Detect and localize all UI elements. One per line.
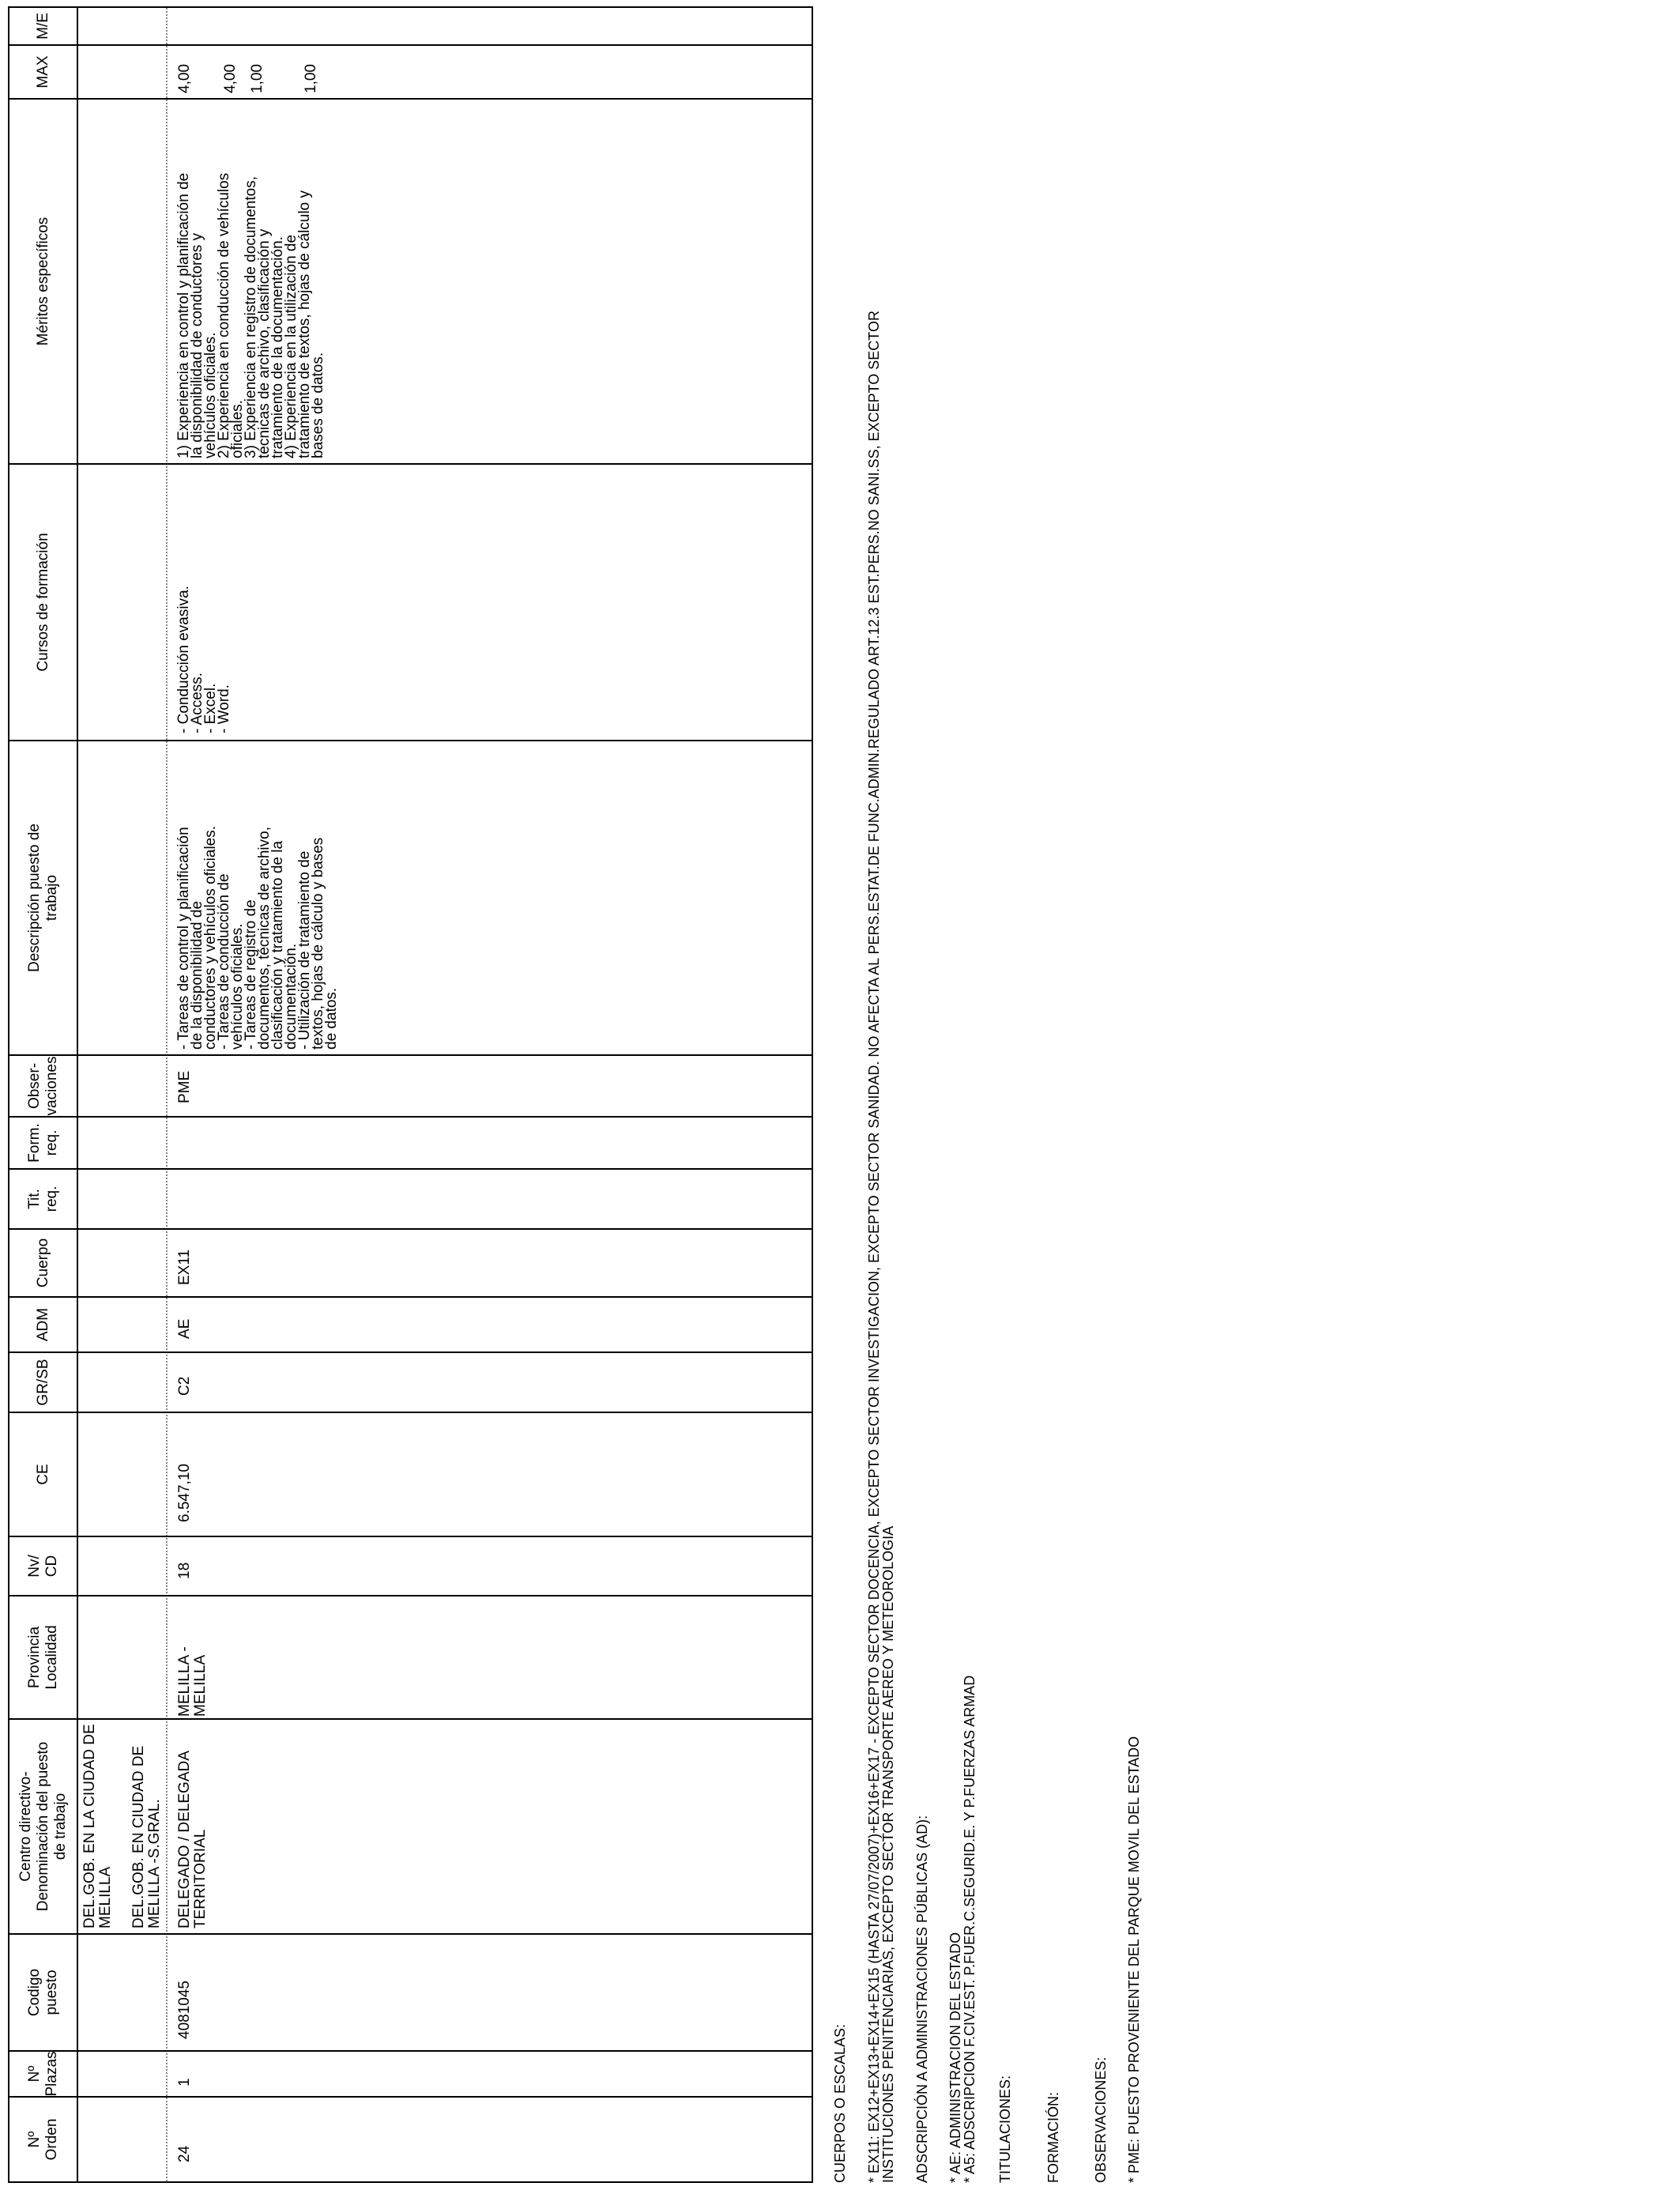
- table-border-bottom: [812, 6, 813, 2183]
- cell-nivel: 18: [176, 1562, 193, 1579]
- col-sep: [8, 1718, 813, 1720]
- cell-meritos: 1) Experiencia en control y planificación de la disponibilidad de conductores y vehículos oficiales. 2) Experiencia en conducción de vehículos oficiales. 3) Experiencia en registro de documentos, técnicas de archivo, clasificación y tratamiento de la documentación. 4) Experiencia en la utilización de tratamiento de textos, hojas de cálculo y bases de datos.: [175, 172, 326, 458]
- header-separator: [77, 6, 78, 2183]
- header-cuerpo: Cuerpo: [34, 1238, 51, 1288]
- col-sep: [8, 2096, 813, 2098]
- col-sep: [8, 2050, 813, 2052]
- notes-titulaciones-title: TITULACIONES:: [997, 2075, 1013, 2183]
- cell-max-2: 4,00: [222, 64, 239, 93]
- col-sep: [8, 1228, 813, 1230]
- cell-grsb: C2: [176, 1376, 193, 1396]
- col-sep: [8, 463, 813, 465]
- header-adm: ADM: [34, 1307, 51, 1342]
- header-provincia: Provincia Localidad: [25, 1625, 60, 1690]
- cell-max-3: 1,00: [249, 64, 266, 93]
- col-sep: [8, 1296, 813, 1298]
- notes-ex11-line1: * EX11: EX12+EX13+EX14+EX15 (HASTA 27/07/2007)+EX16+EX17 - EXCEPTO SECTOR DOCENCIA, EXCEPTO SECTOR INVESTIGACION, EXCEPTO SECTOR SANIDAD. NO AFECTA AL PERS.ESTAT.DE FUNC.ADMIN.REGULADO ART.12.3 EST.PERS.NO SANI.SS, EXCEPTO SECTOR: [866, 311, 882, 2183]
- header-tit: Tit. req.: [25, 1186, 60, 1212]
- cell-max-1: 4,00: [176, 64, 193, 93]
- header-me: M/E: [34, 13, 51, 40]
- table-border-right: [8, 6, 813, 8]
- col-sep: [8, 1933, 813, 1935]
- cell-codigo: 4081045: [176, 1981, 193, 2039]
- cell-provincia: MELILLA - MELILLA: [176, 1646, 209, 1717]
- header-codigo: Codigo puesto: [25, 1968, 60, 2017]
- col-sep: [8, 1595, 813, 1596]
- notes-observaciones-title: OBSERVACIONES:: [1093, 2056, 1109, 2183]
- cell-adm: AE: [176, 1318, 193, 1339]
- col-sep: [8, 1054, 813, 1056]
- cell-cuerpo: EX11: [176, 1249, 193, 1285]
- cell-max-4: 1,00: [303, 64, 319, 93]
- header-max: MAX: [34, 55, 51, 89]
- header-descripcion: Descripción puesto de trabajo: [25, 824, 60, 972]
- notes-ae-line: * AE: ADMINISTRACION DEL ESTADO: [947, 1932, 963, 2183]
- header-nivel: Nv/ CD: [25, 1555, 60, 1578]
- header-plazas: Nº Plazas: [25, 2051, 60, 2097]
- header-centro: Centro directivo- Denominación del puesto de trabajo: [17, 1741, 69, 1912]
- cell-obs: PME: [176, 1070, 193, 1103]
- table-border-left: [8, 2181, 813, 2183]
- col-sep: [8, 44, 813, 46]
- header-orden: Nº Orden: [25, 2118, 60, 2161]
- col-sep: [8, 1351, 813, 1353]
- cell-plazas: 1: [176, 2078, 193, 2087]
- col-sep: [8, 1168, 813, 1170]
- header-obs: Obser- vaciones: [25, 1056, 60, 1116]
- notes-a5-line: * A5: ADSCRIPCION F.CIV.EST. P.FUER.C.SEGURID.E. Y P.FUERZAS ARMAD: [962, 1675, 977, 2183]
- col-sep: [8, 1412, 813, 1413]
- notes-pme-line: * PME: PUESTO PROVENIENTE DEL PARQUE MOVIL DEL ESTADO: [1126, 1736, 1142, 2183]
- cell-cursos: - Conducción evasiva. - Access. - Excel. - Word.: [175, 586, 232, 733]
- header-cursos: Cursos de formación: [34, 533, 51, 672]
- col-sep: [8, 1536, 813, 1537]
- notes-adscripcion-title: ADSCRIPCIÓN A ADMINISTRACIONES PÚBLICAS (AD):: [914, 1815, 930, 2183]
- cell-orden: 24: [176, 2145, 193, 2162]
- notes-formacion-title: FORMACIÓN:: [1045, 2092, 1061, 2183]
- notes-cuerpos-title: CUERPOS O ESCALAS:: [832, 2023, 848, 2183]
- header-form: Form. req.: [25, 1123, 60, 1163]
- col-sep: [8, 740, 813, 741]
- cell-centro: DELEGADO / DELEGADA TERRITORIAL: [176, 1751, 209, 1928]
- header-grsb: GR/SB: [34, 1359, 51, 1406]
- section-title-unit: DEL.GOB. EN CIUDAD DE MELILLA -S.GRAL.: [130, 1745, 163, 1928]
- header-meritos: Méritos específicos: [34, 217, 51, 346]
- col-sep: [8, 98, 813, 100]
- col-sep: [8, 1116, 813, 1118]
- cell-descripcion: - Tareas de control y planificación de la disponibilidad de conductores y vehículos oficiales. - Tareas de conducción de vehículos oficiales. - Tareas de registro de documentos, técnicas de archivo, clasificación y tratamiento de la documentación. - Utilización de tratamiento de textos, hojas de cálculo y bases de datos.: [175, 825, 340, 1050]
- notes-ex11-line2: INSTITUCIONES PENITENCIARIAS, EXCEPTO SECTOR TRANSPORTE AEREO Y METEOROLOGIA: [880, 1525, 896, 2183]
- cell-ce: 6.547,10: [176, 1464, 193, 1522]
- header-ce: CE: [34, 1464, 51, 1485]
- section-separator: [166, 8, 168, 2181]
- section-title-ministry: DEL.GOB. EN LA CIUDAD DE MELILLA: [81, 1724, 114, 1928]
